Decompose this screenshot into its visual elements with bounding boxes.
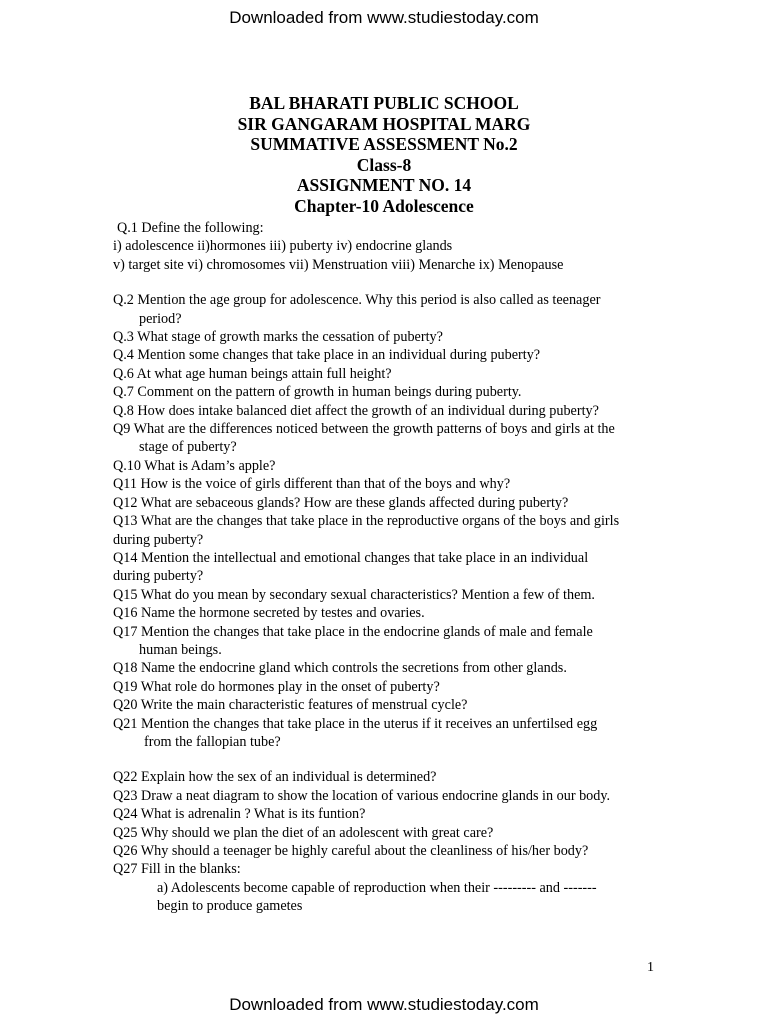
question-26: Q26 Why should a teenager be highly careful about the cleanliness of his/her body? bbox=[113, 843, 589, 859]
question-21-continued: from the fallopian tube? bbox=[144, 733, 281, 750]
bottom-download-banner: Downloaded from www.studiestoday.com bbox=[229, 995, 539, 1014]
question-19: Q19 What role do hormones play in the onset of puberty? bbox=[113, 678, 440, 695]
assessment-title: SUMMATIVE ASSESSMENT No.2 bbox=[250, 134, 518, 155]
question-22: Q22 Explain how the sex of an individual is determined? bbox=[113, 769, 437, 786]
question-list bbox=[113, 219, 658, 916]
question-20: Q20 Write the main characteristic features of menstrual cycle? bbox=[113, 697, 468, 714]
spacer bbox=[113, 274, 658, 291]
question-7: Q.7 Comment on the pattern of growth in human beings during puberty. bbox=[113, 384, 522, 401]
question-24: Q24 What is adrenalin ? What is its funtion? bbox=[113, 806, 366, 823]
question-15: Q15 What do you mean by secondary sexual characteristics? Mention a few of them. bbox=[113, 586, 595, 603]
spacer bbox=[113, 751, 658, 768]
question-6: Q.6 At what age human beings attain full height? bbox=[113, 365, 392, 382]
question-9-continued: stage of puberty? bbox=[139, 439, 237, 456]
question-11: Q11 How is the voice of girls different than that of the boys and why? bbox=[113, 476, 511, 493]
school-name: BAL BHARATI PUBLIC SCHOOL bbox=[249, 93, 519, 113]
question-13-continued: during puberty? bbox=[113, 531, 204, 548]
question-2-continued: period? bbox=[139, 310, 182, 327]
question-18: Q18 Name the endocrine gland which controls the secretions from other glands. bbox=[113, 660, 567, 677]
question-25: Q25 Why should we plan the diet of an adolescent with great care? bbox=[113, 824, 494, 841]
question-8: Q.8 How does intake balanced diet affect the growth of an individual during puberty? bbox=[113, 402, 599, 419]
question-14-continued: during puberty? bbox=[113, 568, 204, 585]
class-label: Class-8 bbox=[356, 154, 412, 175]
document-header bbox=[0, 93, 768, 217]
question-3: Q.3 What stage of growth marks the cessation of puberty? bbox=[113, 329, 443, 346]
page-number: 1 bbox=[647, 960, 654, 975]
school-address: SIR GANGARAM HOSPITAL MARG bbox=[237, 113, 531, 134]
assignment-number: ASSIGNMENT NO. 14 bbox=[296, 175, 472, 196]
question-1-terms-line-1: i) adolescence ii)hormones iii) puberty iv) endocrine glands bbox=[113, 238, 453, 255]
question-27-part-a-continued: begin to produce gametes bbox=[157, 898, 303, 915]
question-27: Q27 Fill in the blanks: bbox=[113, 861, 241, 878]
question-21: Q21 Mention the changes that take place in the uterus if it receives an unfertilsed egg bbox=[113, 715, 598, 732]
question-14: Q14 Mention the intellectual and emotional changes that take place in an individual bbox=[113, 549, 589, 566]
question-12: Q12 What are sebaceous glands? How are these glands affected during puberty? bbox=[113, 494, 569, 511]
question-17: Q17 Mention the changes that take place in the endocrine glands of male and female bbox=[113, 623, 593, 640]
question-27-part-a: a) Adolescents become capable of reproduction when their --------- and ------- bbox=[157, 879, 597, 896]
chapter-title: Chapter-10 Adolescence bbox=[294, 195, 474, 216]
question-17-continued: human beings. bbox=[139, 641, 222, 658]
question-13: Q13 What are the changes that take place in the reproductive organs of the boys and girls bbox=[113, 513, 620, 530]
top-download-banner: Downloaded from www.studiestoday.com bbox=[229, 8, 539, 27]
question-1-terms-line-2: v) target site vi) chromosomes vii) Menstruation viii) Menarche ix) Menopause bbox=[113, 256, 564, 273]
question-23: Q23 Draw a neat diagram to show the location of various endocrine glands in our body. bbox=[113, 787, 611, 804]
question-2: Q.2 Mention the age group for adolescence. Why this period is also called as teenager bbox=[113, 292, 601, 309]
question-9: Q9 What are the differences noticed between the growth patterns of boys and girls at the bbox=[113, 421, 615, 438]
question-16: Q16 Name the hormone secreted by testes and ovaries. bbox=[113, 605, 425, 622]
question-10: Q.10 What is Adam’s apple? bbox=[113, 457, 276, 474]
question-1: Q.1 Define the following: bbox=[117, 220, 264, 236]
question-4: Q.4 Mention some changes that take place in an individual during puberty? bbox=[113, 347, 541, 364]
